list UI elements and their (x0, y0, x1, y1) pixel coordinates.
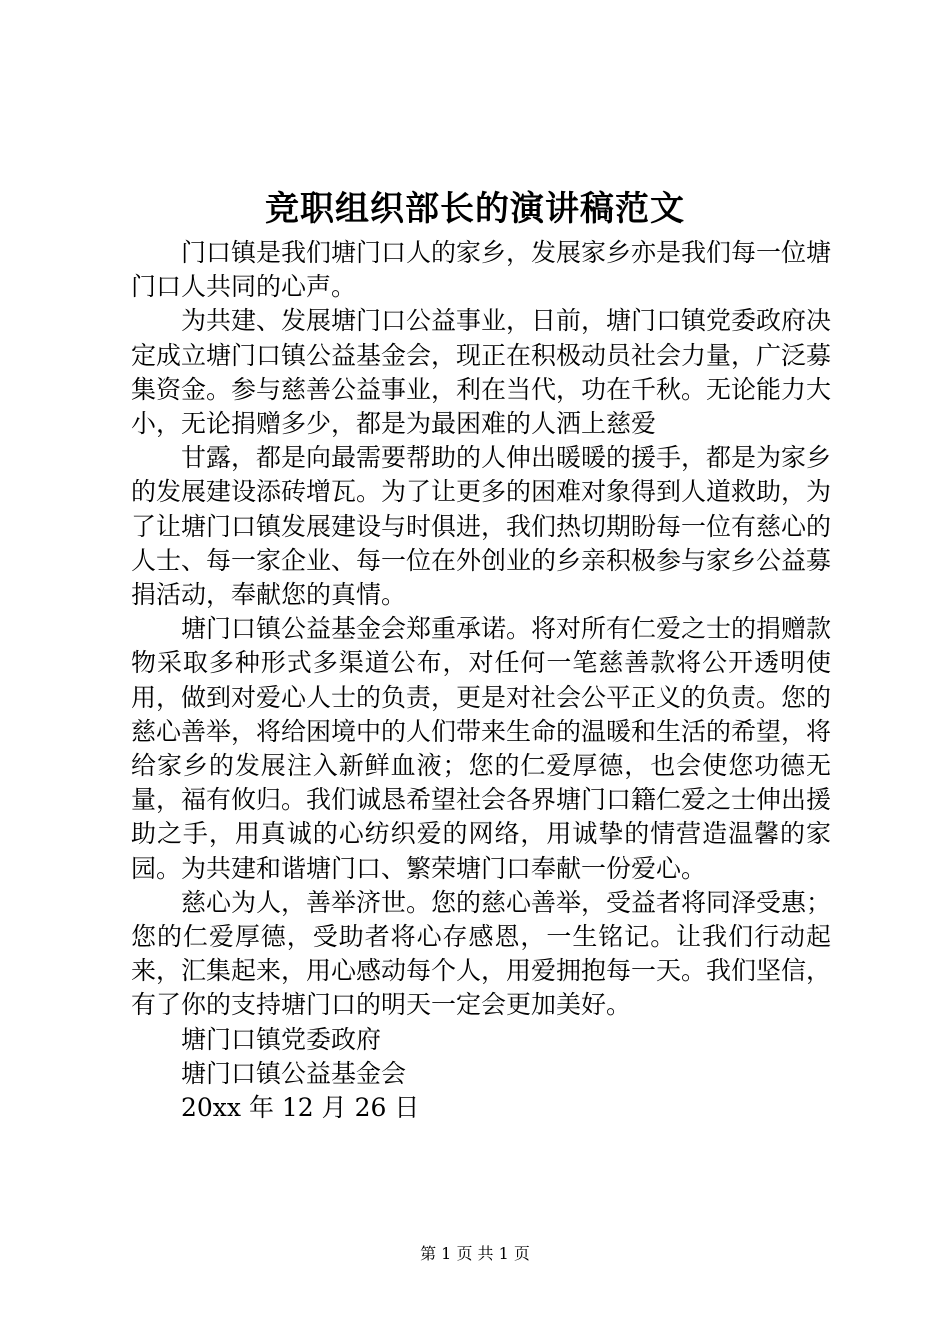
paragraph-3: 甘露，都是向最需要帮助的人伸出暖暖的援手，都是为家乡的发展建设添砖增瓦。为了让更多的困难对象得到人道救助，为了让塘门口镇发展建设与时俱进，我们热切期盼每一位有慈心的人士、每一家企业、每一位在外创业的乡亲积极参与家乡公益募捐活动，奉献您的真情。 (131, 443, 832, 610)
paragraph-1: 门口镇是我们塘门口人的家乡，发展家乡亦是我们每一位塘门口人共同的心声。 (131, 238, 832, 302)
signature-date: 20xx 年 12 月 26 日 (181, 1093, 420, 1123)
paragraph-2: 为共建、发展塘门口公益事业，日前，塘门口镇党委政府决定成立塘门口镇公益基金会，现正在积极动员社会力量，广泛募集资金。参与慈善公益事业，利在当代，功在千秋。无论能力大小，无论捐赠多少，都是为最困难的人洒上慈爱 (131, 306, 832, 439)
paragraph-5: 慈心为人，善举济世。您的慈心善举，受益者将同泽受惠；您的仁爱厚德，受助者将心存感恩，一生铭记。让我们行动起来，汇集起来，用心感动每个人，用爱拥抱每一天。我们坚信，有了你的支持塘门口的明天一定会更加美好。 (131, 887, 832, 1020)
signature-org-party-committee: 塘门口镇党委政府 (181, 1024, 382, 1054)
page-footer: 第 1 页 共 1 页 (420, 1244, 530, 1263)
signature-org-foundation: 塘门口镇公益基金会 (181, 1058, 407, 1088)
document-title: 竞职组织部长的演讲稿范文 (265, 189, 685, 229)
paragraph-4: 塘门口镇公益基金会郑重承诺。将对所有仁爱之士的捐赠款物采取多种形式多渠道公布，对任何一笔慈善款将公开透明使用，做到对爱心人士的负责，更是对社会公平正义的负责。您的慈心善举，将给困境中的人们带来生命的温暖和生活的希望，将给家乡的发展注入新鲜血液；您的仁爱厚德，也会使您功德无量，福有攸归。我们诚恳希望社会各界塘门口籍仁爱之士伸出援助之手，用真诚的心纺织爱的网络，用诚挚的情营造温馨的家园。为共建和谐塘门口、繁荣塘门口奉献一份爱心。 (131, 614, 832, 883)
document-body (131, 236, 831, 1125)
